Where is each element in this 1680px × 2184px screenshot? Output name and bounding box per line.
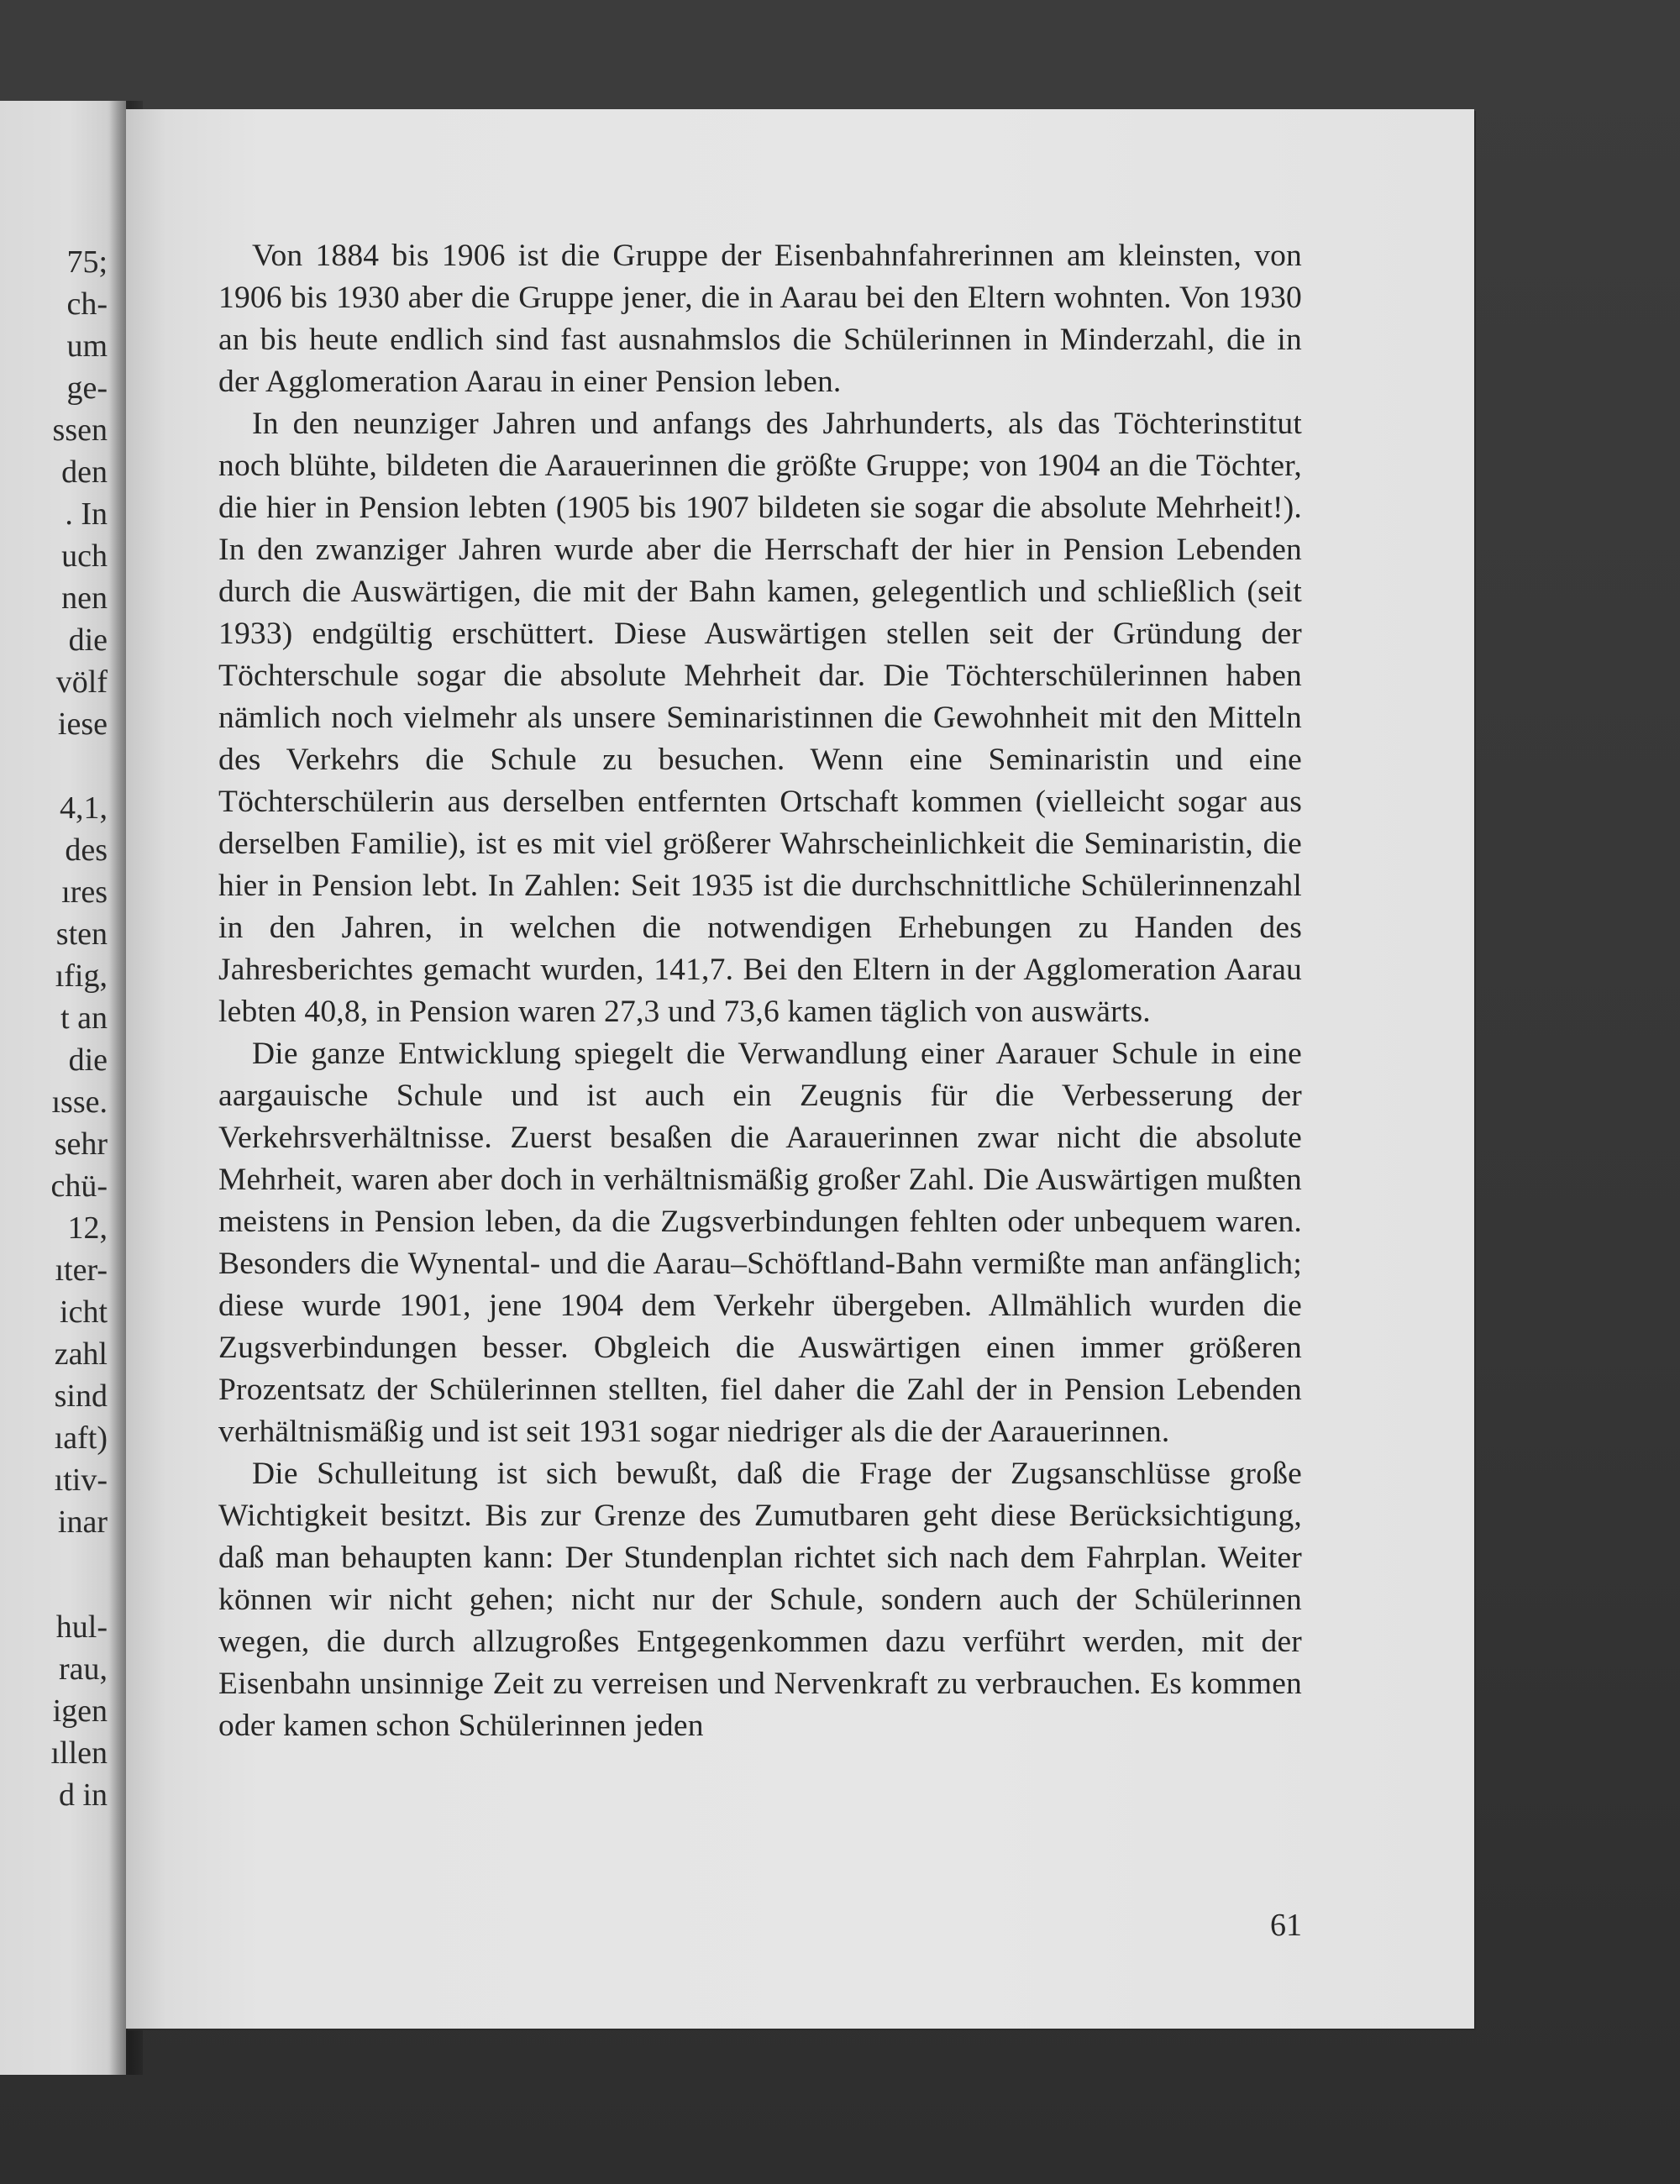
left-page-line-fragment: ıter- [55,1252,108,1288]
left-page-line-fragment: ssen [52,412,108,448]
left-page-line-fragment: uch [61,538,108,574]
left-page-line-fragment: 75; [66,244,108,280]
page-body-text [218,235,1302,1747]
left-page-line-fragment: ıllen [50,1735,108,1771]
left-page-line-fragment: iese [57,706,108,742]
left-page-line-fragment: ch- [66,286,108,322]
left-page-line-fragment: hul- [55,1609,108,1645]
left-page-line-fragment: d in [58,1777,108,1813]
left-page-line-fragment: um [66,328,108,364]
left-page-line-fragment: igen [52,1693,108,1729]
left-page-line-fragment: die [68,622,108,658]
left-page-line-fragment: sehr [54,1126,108,1162]
left-page-line-fragment: 12, [67,1210,108,1246]
paragraph-3: Die ganze Entwicklung spiegelt die Verwandlung einer Aarauer Schule in eine aargauische Schule und ist auch ein Zeugnis für die Verbesserung der Verkehrsverhältnisse. Zuerst besaßen die Aarauerinnen zwar nicht die absolute Mehrheit, waren aber doch in verhältnismäßig großer Zahl. Die Auswärtigen mußten meistens in Pension leben, da die Zugsverbindungen fehlten oder unbequem waren. Besonders die Wynental- und die Aarau–Schöftland-Bahn vermißte man anfänglich; diese wurde 1901, jene 1904 dem Verkehr übergeben. Allmählich wurden die Zugsverbindungen besser. Obgleich die Auswärtigen einen immer größeren Prozentsatz der Schülerinnen stellten, fiel daher die Zahl der in Pension Lebenden verhältnismäßig und ist seit 1931 sogar niedriger als die der Aarauerinnen. [218,1037,1302,1449]
left-page-line-fragment: ıfig, [55,958,108,994]
left-page-line-fragment: 4,1, [60,790,108,826]
left-page-line-fragment: icht [60,1294,108,1330]
left-page-line-fragment: ısse. [51,1084,108,1120]
left-page-line-fragment: den [61,454,108,490]
left-page-line-fragment: nen [61,580,108,616]
paragraph-2: In den neunziger Jahren und anfangs des Jahrhunderts, als das Töchterinstitut noch blühte, bildeten die Aarauerinnen die größte Gruppe; von 1904 an die Töchter, die hier in Pension lebten (1905 bis 1907 bildeten sie sogar die absolute Mehrheit!). In den zwanziger Jahren wurde aber die Herrschaft der hier in Pension Lebenden durch die Auswärtigen, die mit der Bahn kamen, gelegentlich und schließlich (seit 1933) endgültig erschüttert. Diese Auswärtigen stellen seit der Gründung der Töchterschule sogar die absolute Mehrheit dar. Die Töchterschülerinnen haben nämlich noch vielmehr als unsere Seminaristinnen die Gewohnheit mit den Mitteln des Verkehrs die Schule zu besuchen. Wenn eine Seminaristin und eine Töchterschülerin aus derselben entfernten Ortschaft kommen (vielleicht sogar aus derselben Familie), ist es mit viel größerer Wahrscheinlichkeit die Seminaristin, die hier in Pension lebt. In Zahlen: Seit 1935 ist die durchschnittliche Schülerinnenzahl in den Jahren, in welchen die notwendigen Erhebungen zu Handen des Jahresberichtes gemacht wurden, 141,7. Bei den Eltern in der Agglomeration Aarau lebten 40,8, in Pension waren 27,3 und 73,6 kamen täglich von auswärts. [218,407,1302,1029]
paragraph-4: Die Schulleitung ist sich bewußt, daß die Frage der Zugsanschlüsse große Wichtigkeit besitzt. Bis zur Grenze des Zumutbaren geht diese Berücksichtigung, daß man behaupten kann: Der Stundenplan richtet sich nach dem Fahrplan. Weiter können wir nicht gehen; nicht nur der Schule, sondern auch der Schülerinnen wegen, die durch allzugroßes Entgegenkommen dazu verführt werden, mit der Eisenbahn unsinnige Zeit zu verreisen und Nervenkraft zu verbrauchen. Es kommen oder kamen schon Schülerinnen jeden [218,1457,1302,1743]
left-page-line-fragment: zahl [54,1336,108,1372]
left-page-line-fragment: völf [55,664,108,700]
paragraph-1: Von 1884 bis 1906 ist die Gruppe der Eisenbahnfahrerinnen am kleinsten, von 1906 bis 1930 aber die Gruppe jener, die in Aarau bei den Eltern wohnten. Von 1930 an bis heute endlich sind fast ausnahmslos die Schülerinnen in Minderzahl, die in der Agglomeration Aarau in einer Pension leben. [218,239,1302,399]
left-page-line-fragment: inar [57,1504,108,1540]
left-page-line-fragment: . In [65,496,108,532]
left-page-line-fragment: rau, [58,1651,108,1687]
left-page-line-fragment: ıtiv- [54,1462,108,1498]
left-page-line-fragment: sten [55,916,108,952]
left-page-line-fragment: t an [60,1000,108,1036]
previous-page-edge [0,101,126,2075]
left-page-line-fragment: ge- [66,370,108,406]
left-page-line-fragment: chü- [50,1168,108,1204]
left-page-line-fragment: ıaft) [54,1420,108,1456]
left-page-line-fragment: des [65,832,108,868]
left-page-line-fragment: ıres [61,874,108,910]
left-page-line-fragment: sind [54,1378,108,1414]
page-number: 61 [1270,1908,1302,1943]
left-page-line-fragment: die [68,1042,108,1078]
book-page [126,109,1474,2029]
